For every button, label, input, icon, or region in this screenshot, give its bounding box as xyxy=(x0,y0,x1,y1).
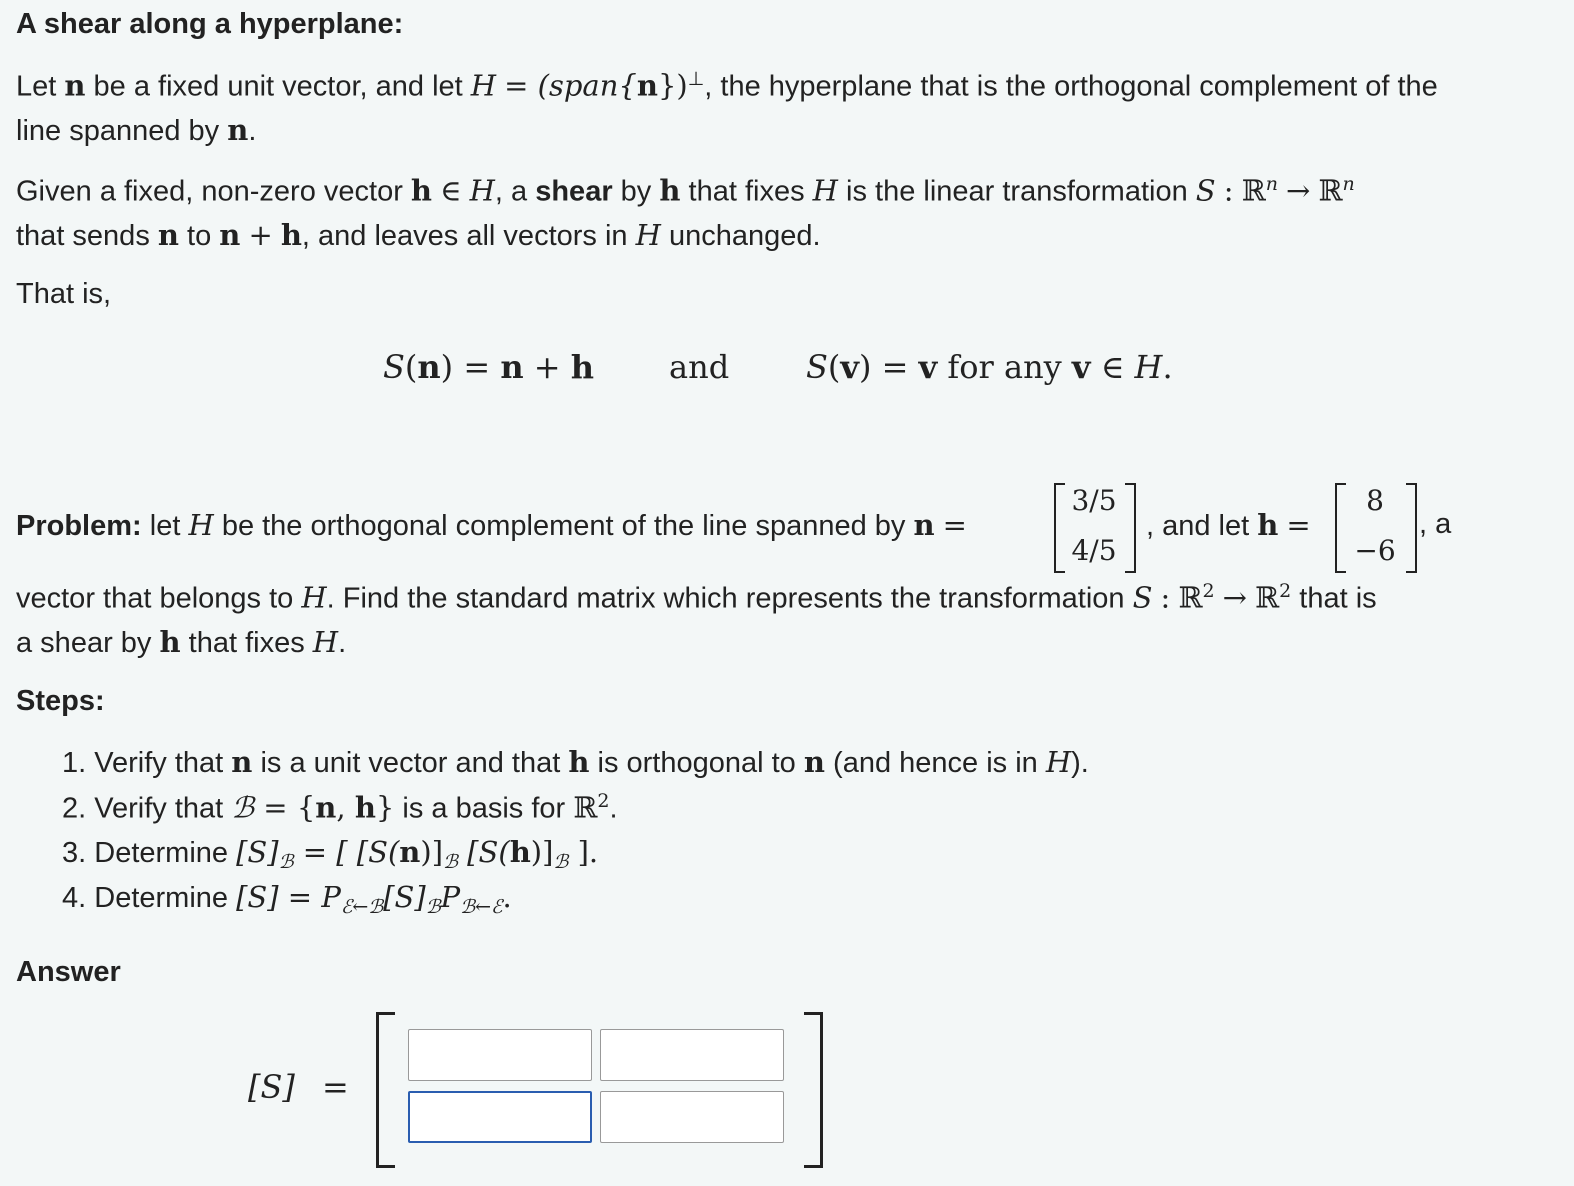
text: , the hyperplane that is the orthogonal complement of the xyxy=(704,70,1438,103)
math-exp: n xyxy=(1265,173,1278,195)
math: [S( xyxy=(457,835,510,869)
matrix-cell-2-1[interactable] xyxy=(408,1091,592,1143)
text: . xyxy=(338,627,347,659)
math-arrow: → xyxy=(1286,173,1311,208)
math-H: H xyxy=(469,173,495,208)
problem-line-1 xyxy=(16,508,967,543)
problem-line-2 xyxy=(16,580,1377,616)
math-sub: ℬ←ℰ xyxy=(460,896,503,918)
math-n: n xyxy=(315,790,337,825)
definition-line-2 xyxy=(16,218,821,253)
math-exp: n xyxy=(1342,173,1355,195)
answer-heading: Answer xyxy=(16,956,121,988)
text: a shear by xyxy=(16,627,152,659)
step-3 xyxy=(62,835,598,873)
text: that is xyxy=(1299,582,1377,615)
text: , and leaves all vectors in xyxy=(301,220,628,252)
text: be the orthogonal complement of the line spanned by xyxy=(221,510,906,542)
math-h: h xyxy=(659,173,681,208)
math: )] xyxy=(530,835,554,869)
math-v: v xyxy=(918,348,938,386)
math-exp: 2 xyxy=(1279,580,1292,602)
math-arrow: → xyxy=(1222,580,1247,615)
text: . Find the standard matrix which represents the transformation xyxy=(326,582,1125,615)
math: = (span{ xyxy=(504,68,637,103)
math-h: h xyxy=(159,625,181,659)
intro-line-1 xyxy=(16,68,1438,104)
text: unchanged. xyxy=(668,220,821,252)
right-bracket xyxy=(1406,483,1417,573)
problem-line-1-end: , a xyxy=(1419,508,1452,540)
math: } xyxy=(375,790,395,825)
math-n: n xyxy=(219,218,241,252)
math-H: H xyxy=(812,173,838,208)
math-R: ℝ xyxy=(1318,173,1343,208)
math: ) = xyxy=(440,348,501,386)
math: : xyxy=(1160,580,1171,615)
math-h: h xyxy=(280,218,302,252)
text: (and hence is in xyxy=(833,747,1038,779)
matrix-cell-2-2[interactable] xyxy=(600,1091,784,1143)
math-h: h xyxy=(410,173,433,208)
math-S: S xyxy=(806,348,828,386)
math-H: H xyxy=(312,625,339,659)
math-n: n xyxy=(803,745,825,779)
math-h: h xyxy=(570,348,594,386)
math: P xyxy=(440,880,461,914)
math-R: ℝ xyxy=(1255,580,1280,615)
math: : xyxy=(1223,173,1234,208)
math: for any xyxy=(937,348,1072,386)
step-2 xyxy=(62,790,618,826)
math-sub: ℬ xyxy=(425,896,441,918)
math-S: S xyxy=(383,348,405,386)
text: is the linear transformation xyxy=(846,175,1188,208)
math-S: S xyxy=(1195,173,1216,208)
math: ∈ xyxy=(440,173,462,208)
math-H: H xyxy=(188,508,214,542)
math: + xyxy=(523,348,571,386)
text: , a xyxy=(494,175,528,208)
text: . xyxy=(609,792,618,825)
text: that fixes xyxy=(188,627,305,659)
math: }) xyxy=(657,68,688,103)
that-is: That is, xyxy=(16,278,112,310)
text: is orthogonal to xyxy=(597,747,796,779)
text: Given a fixed, non-zero vector xyxy=(16,175,403,208)
math: = xyxy=(1286,508,1311,542)
intro-line-2 xyxy=(16,113,256,148)
text: to xyxy=(187,220,212,252)
vector-entry: 3/5 xyxy=(1071,484,1117,517)
math-H: H xyxy=(1045,745,1072,779)
left-bracket xyxy=(376,1012,395,1168)
text: that sends xyxy=(16,220,150,252)
math: . xyxy=(1162,348,1173,386)
math: [S] xyxy=(383,880,426,914)
math-H: H xyxy=(301,580,327,615)
math-v: v xyxy=(1071,348,1091,386)
math-n: n xyxy=(399,835,421,869)
math-h: h xyxy=(1257,508,1279,542)
right-bracket xyxy=(1125,483,1136,573)
math-H: H xyxy=(470,68,497,103)
math: . xyxy=(502,880,512,914)
text: that fixes xyxy=(688,175,805,208)
text: . xyxy=(248,115,257,147)
math-n: n xyxy=(157,218,179,252)
text: Verify that xyxy=(94,747,224,779)
steps-heading: Steps: xyxy=(16,685,105,717)
math-sub: ℬ xyxy=(443,851,458,873)
definition-line-1 xyxy=(16,173,1355,209)
math: , xyxy=(336,790,355,825)
step-number: 3. xyxy=(62,837,87,869)
math-n: n xyxy=(231,745,253,779)
text: ). xyxy=(1071,747,1089,779)
text: line spanned by xyxy=(16,115,220,147)
math-H: H xyxy=(635,218,661,252)
vector-entry: 4/5 xyxy=(1071,534,1117,567)
math-exp: 2 xyxy=(1202,580,1215,602)
step-number: 2. xyxy=(62,792,87,825)
matrix-cell-1-1[interactable] xyxy=(408,1029,592,1081)
step-1 xyxy=(62,745,1089,780)
math-n: n xyxy=(500,348,524,386)
text: Verify that xyxy=(94,792,224,825)
display-equation-right: S(v) = v for any v ∈ H. xyxy=(806,348,1173,386)
math-sub: ℬ xyxy=(278,851,294,873)
display-and: and xyxy=(669,348,730,386)
math: [S] = P xyxy=(236,880,341,914)
math-n: n xyxy=(636,68,658,103)
math: = xyxy=(942,508,967,542)
page-title: A shear along a hyperplane: xyxy=(16,8,404,40)
math: ∈ xyxy=(1090,348,1135,386)
math-h: h xyxy=(509,835,531,869)
vector-entry: 8 xyxy=(1366,484,1384,517)
math-n: n xyxy=(227,113,249,147)
text: Determine xyxy=(94,837,229,869)
math-h: h xyxy=(568,745,590,779)
math: )] xyxy=(420,835,444,869)
right-bracket xyxy=(804,1012,823,1168)
math-H: H xyxy=(1134,348,1163,386)
math-S: S xyxy=(1132,580,1153,615)
math-sub: ℰ←ℬ xyxy=(340,896,384,918)
step-4 xyxy=(62,880,512,918)
step-number: 4. xyxy=(62,882,87,914)
math-n: n xyxy=(417,348,441,386)
problem-line-3 xyxy=(16,625,346,660)
math-h: h xyxy=(354,790,376,825)
math-sub: ℬ xyxy=(553,851,569,873)
text: by xyxy=(620,175,652,208)
math: + xyxy=(248,218,273,252)
math: [S] xyxy=(236,835,279,869)
math: ]. xyxy=(568,835,599,869)
math-n: n xyxy=(913,508,935,542)
problem-line-1-cont xyxy=(1146,508,1311,543)
math-S-matrix: [S] xyxy=(248,1068,295,1106)
math: = { xyxy=(254,790,316,825)
perp-symbol: ⊥ xyxy=(687,69,705,90)
text: Let xyxy=(16,70,57,103)
math-exp: 2 xyxy=(597,790,610,812)
step-number: 1. xyxy=(62,747,87,779)
math: ) = xyxy=(859,348,919,386)
text: Determine xyxy=(94,882,229,914)
math-R: ℝ xyxy=(1178,580,1203,615)
math: = [ [S( xyxy=(293,835,400,869)
answer-equals: = xyxy=(322,1068,349,1106)
answer-lhs xyxy=(248,1068,295,1106)
text: let xyxy=(149,510,181,542)
matrix-cell-1-2[interactable] xyxy=(600,1029,784,1081)
math-R: ℝ xyxy=(1241,173,1266,208)
math-n: n xyxy=(64,68,86,103)
math-v: v xyxy=(840,348,859,386)
math-R: ℝ xyxy=(573,790,598,825)
problem-label: Problem: xyxy=(16,510,142,542)
display-equation-left: S(n) = n + h xyxy=(383,348,594,386)
text: vector that belongs to xyxy=(16,582,294,615)
bold-term: shear xyxy=(535,175,613,208)
vector-entry: −6 xyxy=(1354,534,1396,567)
text: is a unit vector and that xyxy=(260,747,561,779)
math-B: ℬ xyxy=(231,790,255,825)
text: is a basis for xyxy=(402,792,566,825)
text: be a fixed unit vector, and let xyxy=(93,70,463,103)
text: , and let xyxy=(1146,510,1250,542)
